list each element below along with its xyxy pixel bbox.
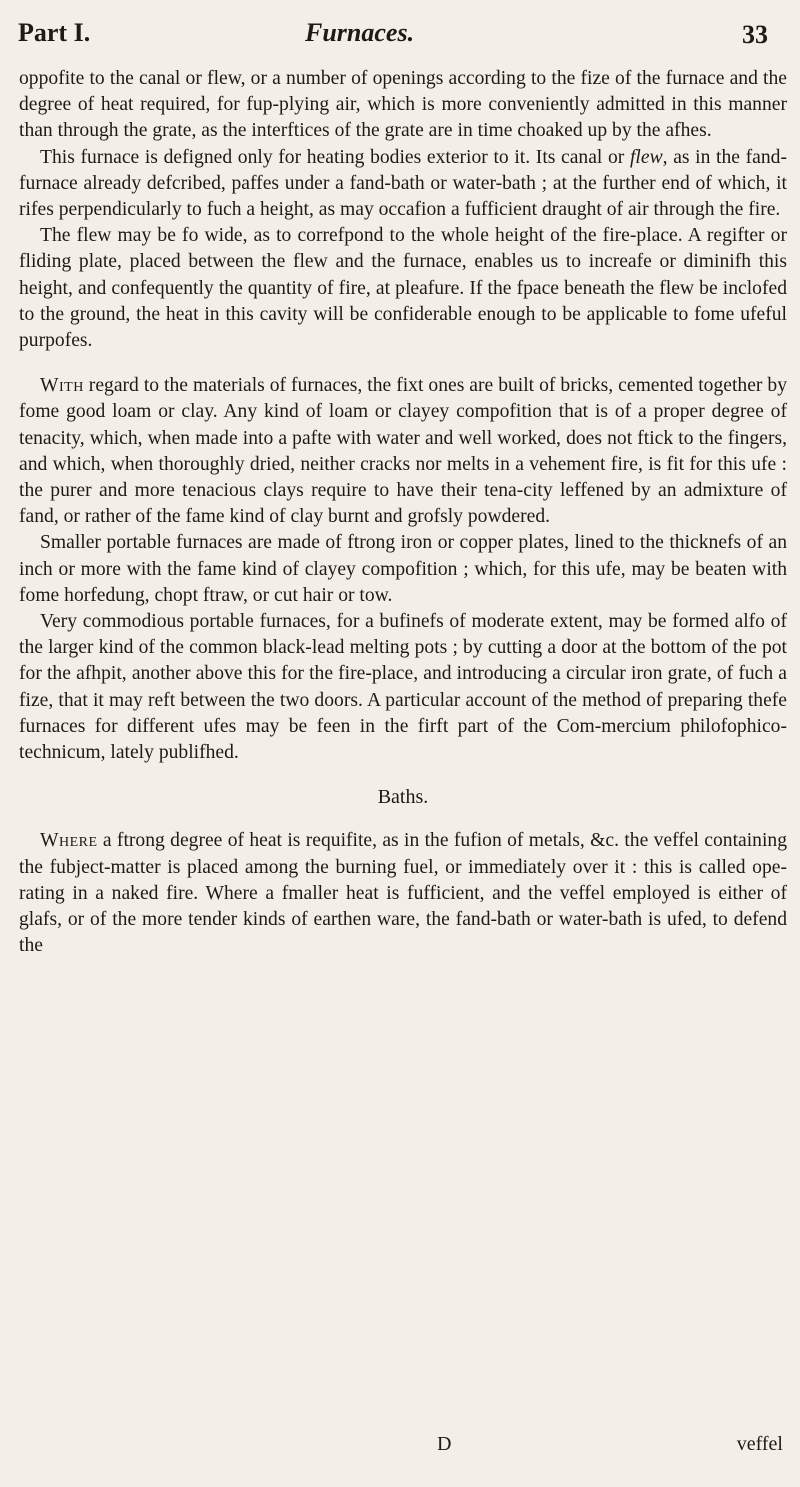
paragraph-text: Very commodious portable furnaces, for a bufinefs of moderate extent, may be formed alfo of the larger kind of the common black-lead melting pots ; by cutting a door at the bottom of the pot for the afhpit, another above this for the fire-place, and introducing a circular iron grate, of fuch a fize, that it may reft between the two doors. A particular account of the method of preparing thefe furnaces for different ufes may be feen in the firft part of the Com-mercium philofophico-technicum, lately publifhed. (19, 611, 787, 764)
running-header (0, 18, 800, 62)
paragraph-text: This furnace is defigned only for heating bodies exterior to it. Its canal or (40, 146, 630, 168)
signature-mark: D (437, 1433, 452, 1455)
paragraph-text: regard to the materials of furnaces, the fixt ones are built of bricks, cemented together by fome good loam or clay. Any kind of loam or clayey compofition that is of a proper degree of tenacity, which, when made into a pafte with water and well worked, does not ftick to the fingers, and which, when thoroughly dried, neither cracks nor melts in a vehement fire, is fit for this ufe : the purer and more tenacious clays require to have their tena-city leffened by an admixture of fand, or rather of the fame kind of clay burnt and grofsly powdered. (19, 375, 787, 528)
paragraph-text: , as in the fand-furnace already defcribed, paffes under a fand-bath or water-bath ; at the further end of which, it rifes perpendicularly to fuch a height, as may occafion a fufficient draught of air through the fire. (19, 146, 787, 221)
paragraph-portable-furnaces (19, 530, 787, 609)
paragraph-baths (19, 828, 787, 959)
section-heading: Baths. (377, 786, 429, 809)
paragraph-continuation (19, 66, 787, 145)
body-text (19, 66, 787, 960)
italic-term: flew (629, 146, 663, 168)
running-title: Furnaces. (305, 18, 415, 47)
paragraph-materials (19, 373, 787, 530)
page-number: 33 (742, 20, 768, 49)
catchword: veffel (736, 1433, 783, 1455)
part-label: Part I. (18, 18, 91, 47)
lead-word: Where (40, 830, 98, 852)
paragraph-text: a ftrong degree of heat is requifite, as in the fufion of metals, &c. the veffel containing the fubject-matter is placed among the burning fuel, or immediately over it : this is called ope-rating in a naked fire. Where a fmaller heat is fufficient, and the veffel employed is either of glafs, or of the more tender kinds of earthen ware, the fand-bath or water-bath is ufed, to defend the (19, 830, 787, 957)
lead-word: With (40, 375, 84, 397)
page-footer (19, 1433, 787, 1463)
paragraph-flew-width (19, 223, 787, 354)
paragraph-text: The flew may be fo wide, as to correfpond to the whole height of the fire-place. A regifter or fliding plate, placed between the flew and the furnace, enables us to increafe or diminifh this height, and confequently the quantity of fire, at pleafure. If the fpace beneath the flew be inclofed to the ground, the heat in this cavity will be confiderable enough to be applicable to fome ufeful purpofes. (19, 225, 787, 352)
paragraph-text: Smaller portable furnaces are made of ftrong iron or copper plates, lined to the thicknefs of an inch or more with the fame kind of clayey compofition ; which, for this ufe, may be beaten with fome horfedung, chopt ftraw, or cut hair or tow. (19, 532, 787, 606)
paragraph-furnace-design (19, 145, 787, 224)
paragraph-text: oppofite to the canal or flew, or a number of openings according to the fize of the furnace and the degree of heat required, for fup-plying air, which is more conveniently admitted in this manner than through the grate, as the interftices of the grate are in time choaked up by the afhes. (19, 68, 787, 142)
paragraph-commodious-furnaces (19, 609, 787, 766)
